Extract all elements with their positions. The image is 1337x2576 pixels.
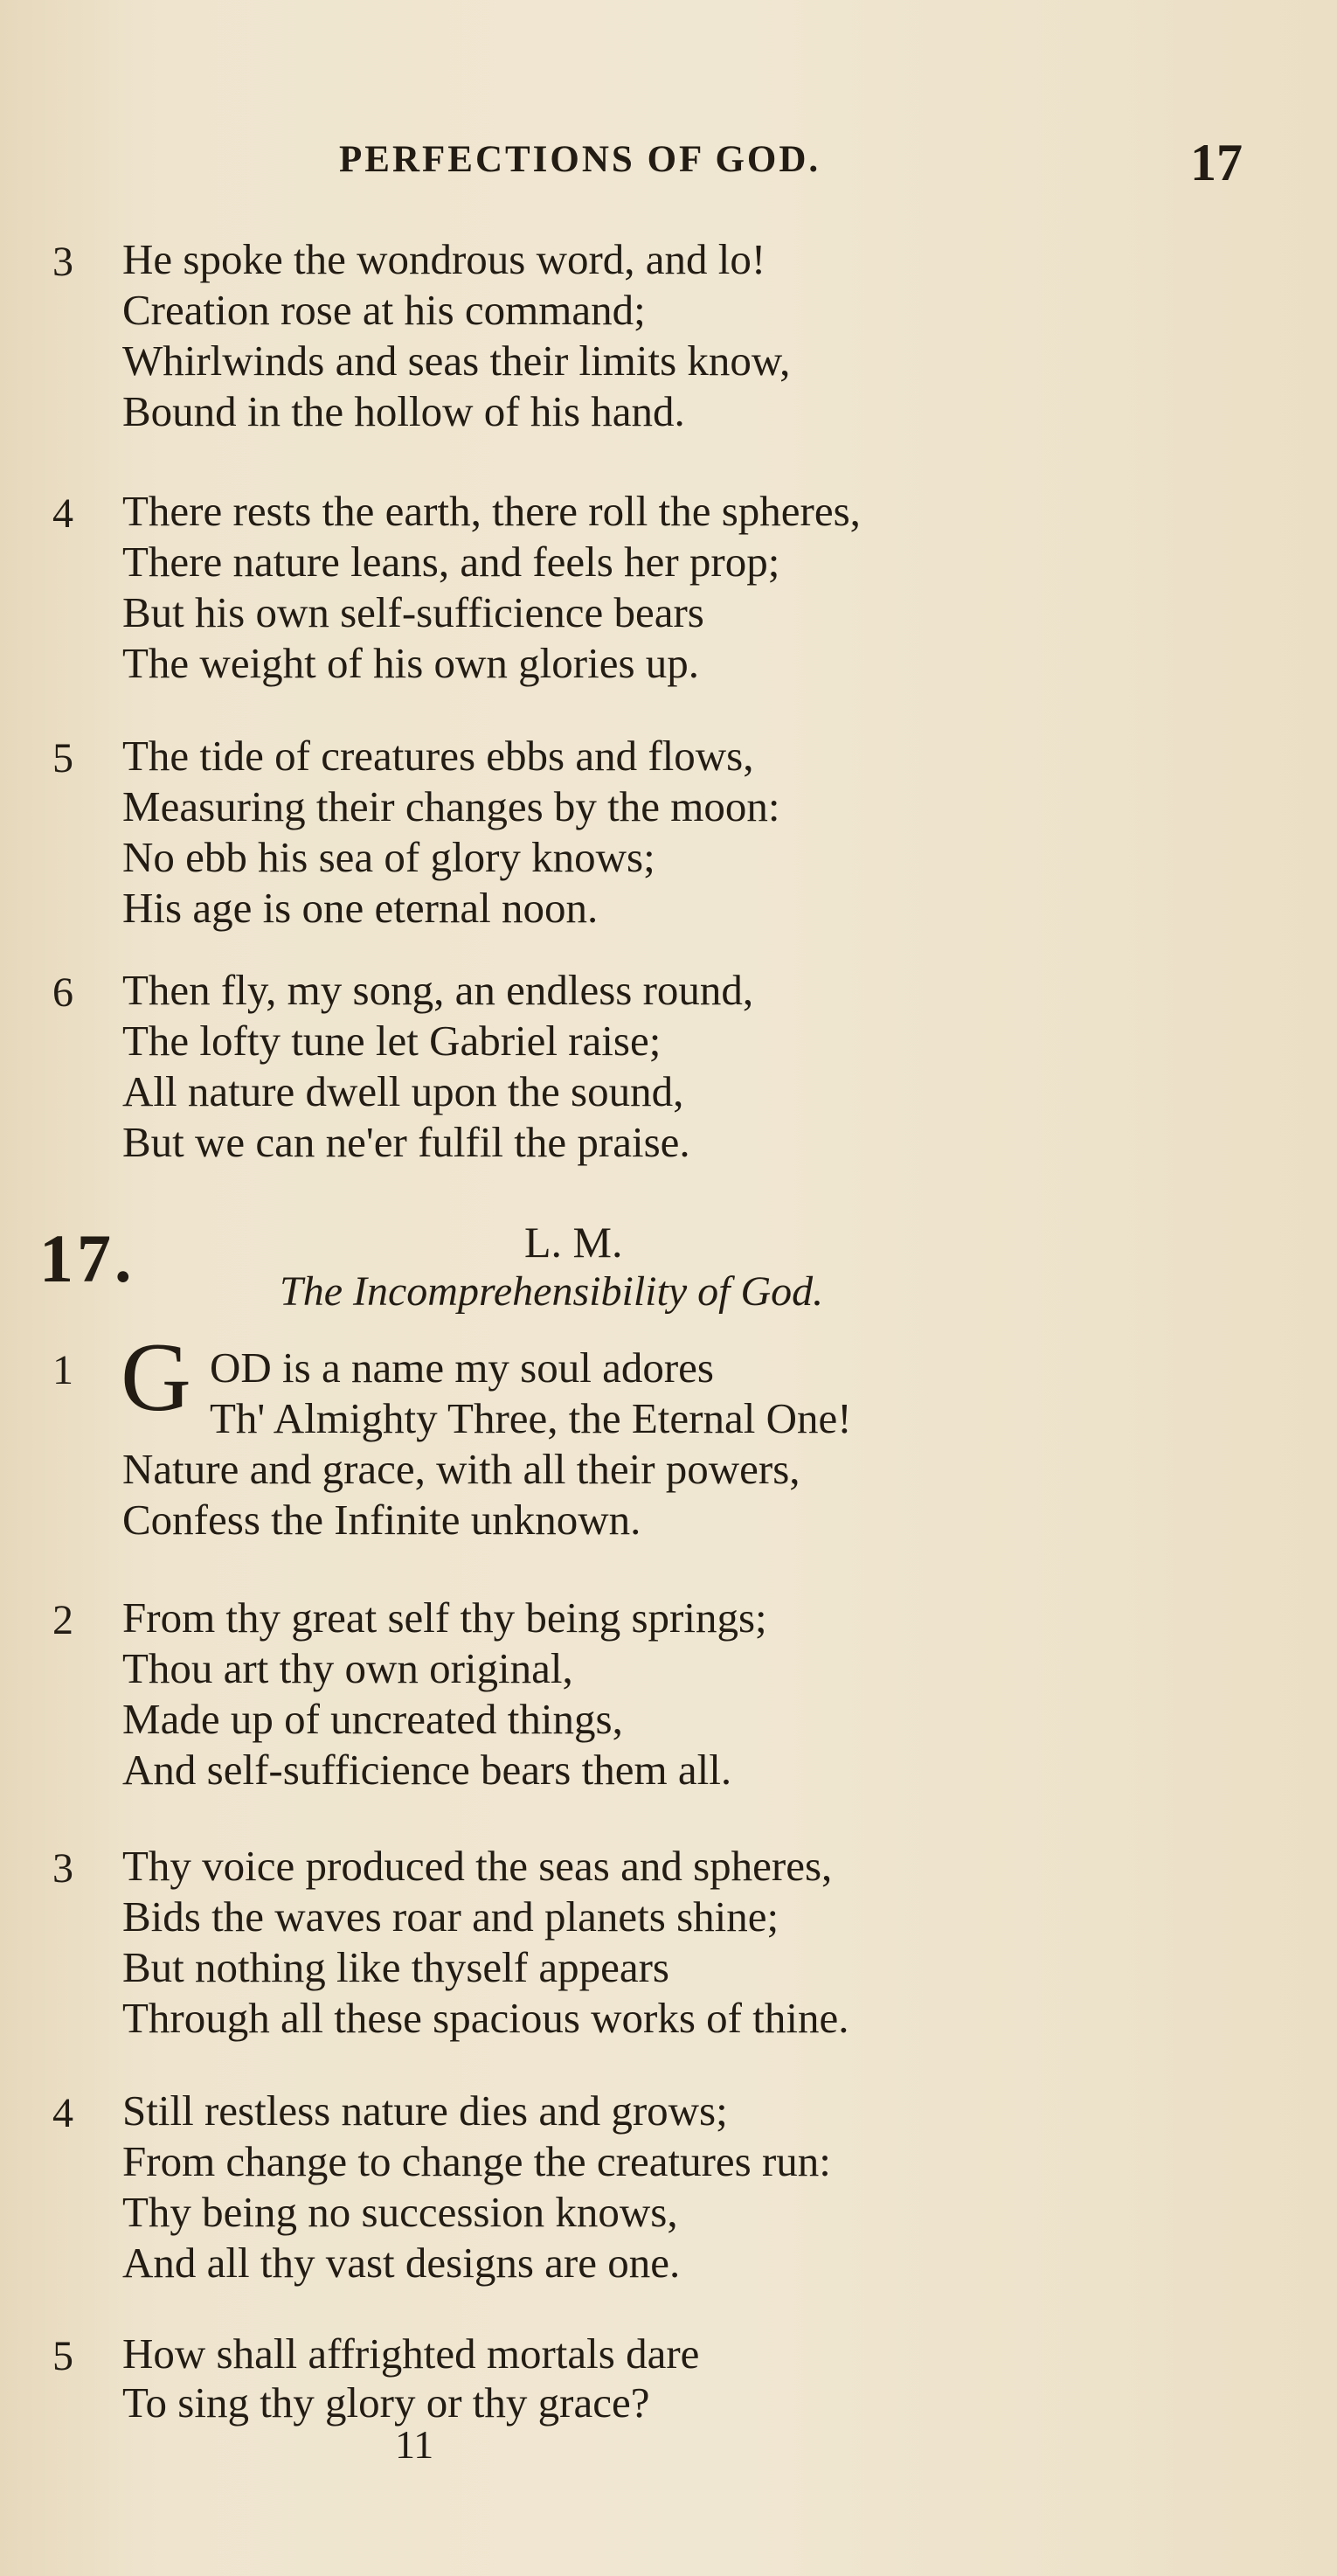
printer-signature: 11 xyxy=(395,2422,434,2467)
verse-line: There rests the earth, there roll the spheres, xyxy=(122,487,861,535)
verse-line: But his own self-sufficience bears xyxy=(122,588,704,636)
stanza-number: 4 xyxy=(52,2090,73,2136)
verse-line: Creation rose at his command; xyxy=(122,286,646,334)
verse-line: And all thy vast designs are one. xyxy=(122,2239,681,2287)
verse-line: The lofty tune let Gabriel raise; xyxy=(122,1017,662,1065)
verse-line: Then fly, my song, an endless round, xyxy=(122,966,754,1014)
verse-line: But nothing like thyself appears xyxy=(122,1943,669,1991)
verse-line: To sing thy glory or thy grace? xyxy=(122,2378,650,2427)
stanza-number: 2 xyxy=(52,1597,73,1643)
verse-line: The weight of his own glories up. xyxy=(122,639,700,687)
verse-line: Th' Almighty Three, the Eternal One! xyxy=(210,1394,852,1442)
verse-line: And self-sufficience bears them all. xyxy=(122,1746,732,1794)
verse-line: How shall affrighted mortals dare xyxy=(122,2330,700,2378)
verse-line: Measuring their changes by the moon: xyxy=(122,782,780,830)
verse-line: Still restless nature dies and grows; xyxy=(122,2086,728,2135)
verse-line: But we can ne'er fulfil the praise. xyxy=(122,1118,690,1166)
hymn-number: 17. xyxy=(39,1220,135,1296)
verse-line: His age is one eternal noon. xyxy=(122,884,599,932)
running-title: PERFECTIONS OF GOD. xyxy=(339,139,821,180)
verse-line: Thy being no succession knows, xyxy=(122,2188,678,2236)
verse-line: From thy great self thy being springs; xyxy=(122,1594,767,1642)
hymn-title: The Incomprehensibility of God. xyxy=(280,1268,824,1315)
page-number: 17 xyxy=(1190,134,1243,191)
verse-line: Nature and grace, with all their powers, xyxy=(122,1445,800,1493)
stanza-number: 5 xyxy=(52,735,73,781)
drop-cap: G xyxy=(121,1323,191,1432)
stanza-number: 6 xyxy=(52,969,73,1016)
stanza-number: 3 xyxy=(52,239,73,285)
stanza-number: 3 xyxy=(52,1845,73,1892)
verse-line: No ebb his sea of glory knows; xyxy=(122,833,655,881)
verse-line: OD is a name my soul adores xyxy=(210,1344,714,1392)
stanza-number: 5 xyxy=(52,2333,73,2379)
verse-line: Bids the waves roar and planets shine; xyxy=(122,1892,779,1941)
verse-line: The tide of creatures ebbs and flows, xyxy=(122,732,754,780)
verse-line: Whirlwinds and seas their limits know, xyxy=(122,337,791,385)
verse-line: Thou art thy own original, xyxy=(122,1644,573,1692)
stanza-number: 1 xyxy=(52,1347,73,1393)
meter-label: L. M. xyxy=(524,1218,623,1267)
verse-line: From change to change the creatures run: xyxy=(122,2137,831,2185)
verse-line: He spoke the wondrous word, and lo! xyxy=(122,235,766,283)
verse-line: Made up of uncreated things, xyxy=(122,1695,623,1743)
verse-line: There nature leans, and feels her prop; xyxy=(122,538,780,586)
verse-line: Thy voice produced the seas and spheres, xyxy=(122,1842,833,1890)
verse-line: Confess the Infinite unknown. xyxy=(122,1496,641,1544)
verse-line: Bound in the hollow of his hand. xyxy=(122,387,685,435)
stanza-number: 4 xyxy=(52,490,73,537)
verse-line: Through all these spacious works of thine. xyxy=(122,1994,849,2042)
verse-line: All nature dwell upon the sound, xyxy=(122,1067,684,1115)
